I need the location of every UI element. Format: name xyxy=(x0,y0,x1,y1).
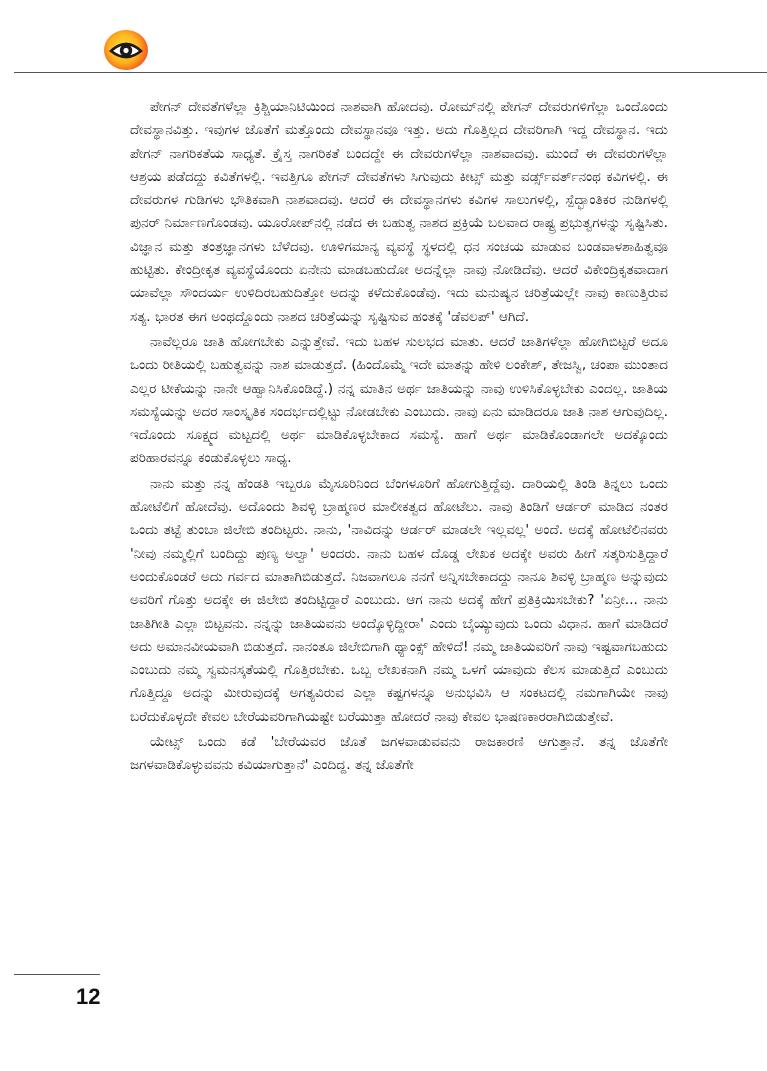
paragraph: ಪೇಗನ್ ದೇವತೆಗಳೆಲ್ಲಾ ಕ್ರಿಶ್ಚಿಯಾನಿಟಿಯಿಂದ ನಾಶವಾಗಿ ಹೋದವು. ರೋಮ್‌ನಲ್ಲಿ ಪೇಗನ್ ದೇವರುಗಳಿಗೆಲ್ಲಾ ಒಂದೊಂದು ದೇವಸ್ಥಾನವಿತ್ತು. ಇವುಗಳ ಜೊತೆಗೆ ಮತ್ತೊಂದು ದೇವಸ್ಥಾನವೂ ಇತ್ತು. ಅದು ಗೊತ್ತಿಲ್ಲದ ದೇವರಿಗಾಗಿ ಇದ್ದ ದೇವಸ್ಥಾನ. ಇದು ಪೇಗನ್ ನಾಗರಿಕತೆಯ ಸಾಧ್ಯತೆ. ಕ್ರೈಸ್ತ ನಾಗರಿಕತೆ ಬಂದದ್ದೇ ಈ ದೇವರುಗಳೆಲ್ಲಾ ನಾಶವಾದವು. ಮುಂದೆ ಈ ದೇವರುಗಳೆಲ್ಲಾ ಆಶ್ರಯ ಪಡೆದದ್ದು ಕವಿತೆಗಳಲ್ಲಿ. ಇವತ್ತಿಗೂ ಪೇಗನ್ ದೇವತೆಗಳು ಸಿಗುವುದು ಕೀಟ್ಸ್ ಮತ್ತು ವರ್ಡ್ಸ್‌ವರ್ತ್‌ನಂಥ ಕವಿಗಳಲ್ಲಿ. ಈ ದೇವರುಗಳ ಗುಡಿಗಳು ಭೌತಿಕವಾಗಿ ನಾಶವಾದವು. ಆದರೆ ಈ ದೇವಸ್ಥಾನಗಳು ಕವಿಗಳ ಸಾಲುಗಳಲ್ಲಿ, ಸ್ಪೆದ್ಭಾಂತಿಕರ ನುಡಿಗಳಲ್ಲಿ ಪುನರ್ ನಿರ್ಮಾಣಗೊಂಡವು. ಯೂರೋಪ್‌ನಲ್ಲಿ ನಡೆದ ಈ ಬಹುತ್ವ ನಾಶದ ಪ್ರಕ್ರಿಯೆ ಬಲವಾದ ರಾಷ್ಟ್ರ ಪ್ರಭುತ್ವಗಳನ್ನು ಸೃಷ್ಟಿಸಿತು. ವಿಜ್ಞಾನ ಮತ್ತು ತಂತ್ರಜ್ಞಾನಗಳು ಬೆಳೆದವು. ಊಳಿಗಮಾನ್ಯ ವ್ಯವಸ್ಥೆ ಸ್ಥಳದಲ್ಲಿ ಧನ ಸಂಚಯ ಮಾಡುವ ಬಂಡವಾಳಶಾಹಿತ್ವವೂ ಹುಟ್ಟಿತು. ಕೇಂದ್ರೀಕೃತ ವ್ಯವಸ್ಥೆಯೊಂದು ಏನೇನು ಮಾಡಬಹುದೋ ಅದನ್ನೆಲ್ಲಾ ನಾವು ನೋಡಿದೆವು. ಆದರೆ ವಿಕೇಂದ್ರಿಕೃತವಾದಾಗ ಯಾವೆಲ್ಲಾ ಸೌಂದರ್ಯ ಉಳಿದಿರಬಹುದಿತ್ತೋ ಅದನ್ನು ಕಳೆದುಕೊಂಡೆವು. ಇದು ಮನುಷ್ಯನ ಚರಿತ್ರೆಯಲ್ಲೇ ನಾವು ಕಾಣುತ್ತಿರುವ ಸತ್ಯ. ಭಾರತ ಈಗ ಅಂಥದ್ದೊಂದು ನಾಶದ ಚರಿತ್ರೆಯನ್ನು ಸೃಷ್ಟಿಸುವ ಹಂತಕ್ಕೆ 'ಡೆವಲಪ್' ಆಗಿದೆ. xyxy=(130,99,668,325)
eye-symbol xyxy=(104,30,148,70)
paragraph: ಯೇಟ್ಸ್ ಒಂದು ಕಡೆ 'ಬೇರೆಯವರ ಜೊತೆ ಜಗಳವಾಡುವವನು ರಾಜಕಾರಣಿ ಆಗುತ್ತಾನೆ. ತನ್ನ ಜೊತೆಗೇ ಜಗಳವಾಡಿಕೊಳ್ಳುವವನು ಕವಿಯಾಗುತ್ತಾನೆ' ಎಂದಿದ್ದ. ತನ್ನ ಜೊತೆಗೇ xyxy=(130,734,668,774)
paragraph: ನಾನು ಮತ್ತು ನನ್ನ ಹೆಂಡತಿ ಇಬ್ಬರೂ ಮೈಸೂರಿನಿಂದ ಬೆಂಗಳೂರಿಗೆ ಹೋಗುತ್ತಿದ್ದೆವು. ದಾರಿಯಲ್ಲಿ ತಿಂಡಿ ತಿನ್ನಲು ಒಂದು ಹೋಟೆಲಿಗೆ ಹೋದೆವು. ಅದೊಂದು ಶಿವಳ್ಳಿ ಬ್ರಾಹ್ಮಣರ ಮಾಲೀಕತ್ವದ ಹೋಟೆಲು. ನಾವು ತಿಂಡಿಗೆ ಆರ್ಡರ್ ಮಾಡಿದ ನಂತರ ಒಂದು ತಟ್ಟೆ ತುಂಬಾ ಜಿಲೇಬಿ ತಂದಿಟ್ಟರು. ನಾನು, 'ನಾವಿದನ್ನು ಆರ್ಡರ್ ಮಾಡಲೇ ಇಲ್ಲವಲ್ಲ' ಅಂದೆ. ಅದಕ್ಕೆ ಹೋಟೆಲಿನವರು 'ನೀವು ನಮ್ಮಲ್ಲಿಗೆ ಬಂದಿದ್ದು ಪುಣ್ಯ ಅಲ್ವಾ' ಅಂದರು. ನಾನು ಬಹಳ ದೊಡ್ಡ ಲೇಖಕ ಅದಕ್ಕೇ ಅವರು ಹೀಗೆ ಸತ್ಕರಿಸುತ್ತಿದ್ದಾರೆ ಅಂದುಕೊಂಡರೆ ಅದು ಗರ್ವದ ಮಾತಾಗಿಬಿಡುತ್ತದೆ. ನಿಜವಾಗಲೂ ನನಗೆ ಅನ್ನಿಸಬೇಕಾದದ್ದು ನಾನೂ ಶಿವಳ್ಳಿ ಬ್ರಾಹ್ಮಣ ಅನ್ನುವುದು ಅವರಿಗೆ ಗೊತ್ತು ಅದಕ್ಕೇ ಈ ಜಿಲೇಬಿ ತಂದಿಟ್ಟಿದ್ದಾರೆ ಎಂಬುದು. ಆಗ ನಾನು ಅದಕ್ಕೆ ಹೇಗೆ ಪ್ರತಿಕ್ರಿಯಿಸಬೇಕು? 'ಏನ್ರೀ... ನಾನು ಜಾತಿಗೀತಿ ಎಲ್ಲಾ ಬಿಟ್ಟವನು. ನನ್ನನ್ನು ಜಾತಿಯವನು ಅಂದ್ಕೊಳ್ಳಿದ್ದೀರಾ' ಎಂದು ಬೈಯ್ಯುವುದು ಒಂದು ವಿಧಾನ. ಹಾಗೆ ಮಾಡಿದರೆ ಅದು ಅಮಾನವೀಯವಾಗಿ ಬಿಡುತ್ತದೆ. ನಾನಂತೂ ಜಿಲೇಬಿಗಾಗಿ ಥ್ಯಾಂಕ್ಸ್ ಹೇಳಿದೆ! ನಮ್ಮ ಜಾತಿಯವರಿಗೆ ನಾವು ಇಷ್ಟವಾಗಬಹುದು ಎಂಬುದು ನಮ್ಮ ಸ್ವಮನಸ್ಕತೆಯಲ್ಲಿ ಗೊತ್ತಿರಬೇಕು. ಒಬ್ಬ ಲೇಖಕನಾಗಿ ನಮ್ಮ ಒಳಗೆ ಯಾವುದು ಕೆಲಸ ಮಾಡುತ್ತಿದೆ ಎಂಬುದು ಗೊತ್ತಿದ್ದೂ ಅದನ್ನು ಮೀರುವುದಕ್ಕೆ ಅಗತ್ಯವಿರುವ ಎಲ್ಲಾ ಕಷ್ಟಗಳನ್ನೂ ಅನುಭವಿಸಿ ಆ ಸಂಕಟದಲ್ಲಿ ನಮಗಾಗಿಯೇ ನಾವು ಬರೆದುಕೊಳ್ಳದೇ ಕೇವಲ ಬೇರೆಯವರಿಗಾಗಿಯಷ್ಟೇ ಬರೆಯುತ್ತಾ ಹೋದರೆ ನಾವು ಕೇವಲ ಭಾಷಣಕಾರರಾಗಿಬಿಡುತ್ತೇವೆ. xyxy=(130,475,668,725)
footer-divider xyxy=(14,974,100,975)
paragraph: ನಾವೆಲ್ಲರೂ ಜಾತಿ ಹೋಗಬೇಕು ಎನ್ನುತ್ತೇವೆ. ಇದು ಬಹಳ ಸುಲಭದ ಮಾತು. ಆದರೆ ಜಾತಿಗಳೆಲ್ಲಾ ಹೋಗಿಬಿಟ್ಟರೆ ಅದೂ ಒಂದು ರೀತಿಯಲ್ಲಿ ಬಹುತ್ವವನ್ನು ನಾಶ ಮಾಡುತ್ತದೆ. (ಹಿಂದೊಮ್ಮೆ ಇದೇ ಮಾತನ್ನು ಹೇಳಿ ಲಂಕೇಶ್, ತೇಜಸ್ವಿ, ಚಂಪಾ ಮುಂತಾದ ಎಲ್ಲರ ಟೀಕೆಯನ್ನು ನಾನೇ ಆಹ್ವಾನಿಸಿಕೊಂಡಿದ್ದೆ.) ನನ್ನ ಮಾತಿನ ಅರ್ಥ ಜಾತಿಯನ್ನು ನಾವು ಉಳಿಸಿಕೊಳ್ಳಬೇಕು ಎಂದಲ್ಲ. ಜಾತಿಯ ಸಮಸ್ಯೆಯನ್ನು ಅದರ ಸಾಂಸ್ಕೃತಿಕ ಸಂದರ್ಭದಲ್ಲಿಟ್ಟು ನೋಡಬೇಕು ಎಂಬುದು. ನಾವು ಏನು ಮಾಡಿದರೂ ಜಾತಿ ನಾಶ ಆಗುವುದಿಲ್ಲ. ಇದೊಂದು ಸೂಕ್ಷ್ಮದ ಮಟ್ಟದಲ್ಲಿ ಅರ್ಥ ಮಾಡಿಕೊಳ್ಳಬೇಕಾದ ಸಮಸ್ಯೆ. ಹಾಗೆ ಅರ್ಥ ಮಾಡಿಕೊಂಡಾಗಲೇ ಅದಕ್ಕೊಂದು ಪರಿಹಾರವನ್ನೂ ಕಂಡುಕೊಳ್ಳಲು ಸಾಧ್ಯ. xyxy=(130,333,668,467)
article-body xyxy=(130,96,668,778)
header-divider xyxy=(14,72,767,73)
eye-logo-icon xyxy=(104,30,148,70)
page-number: 12 xyxy=(76,984,101,1009)
